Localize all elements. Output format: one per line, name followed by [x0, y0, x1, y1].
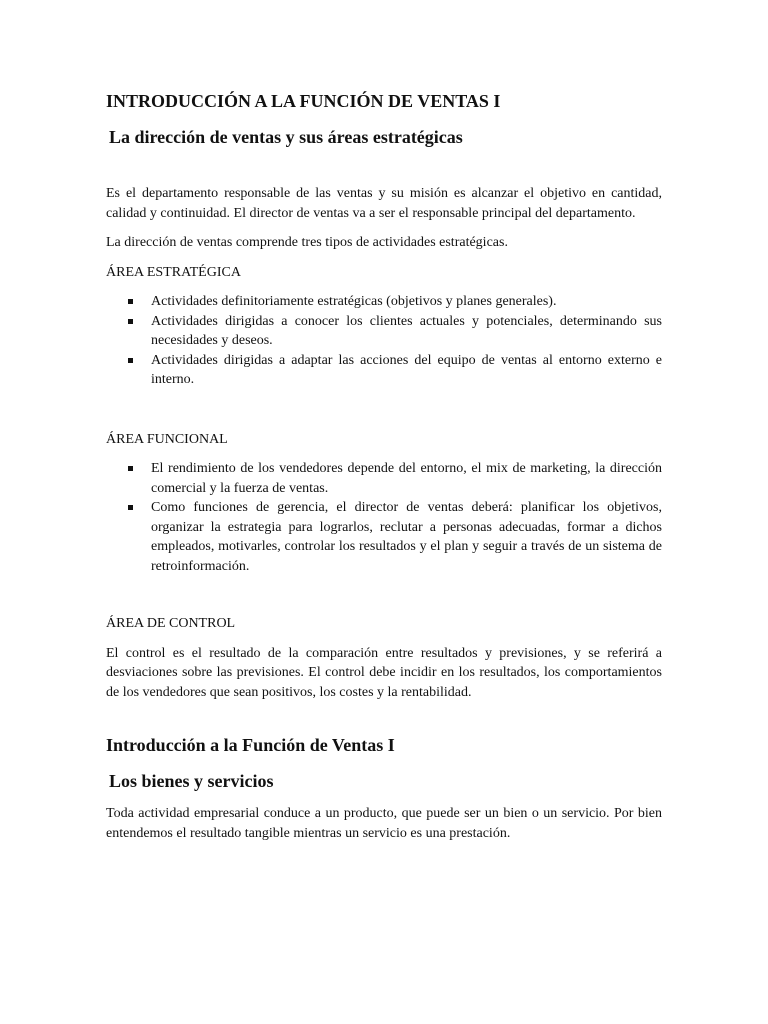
area-control-heading: ÁREA DE CONTROL	[106, 616, 236, 631]
section1-title: INTRODUCCIÓN A LA FUNCIÓN DE VENTAS I	[106, 91, 501, 111]
section2-paragraph: Toda actividad empresarial conduce a un producto, que puede ser un bien o un servicio. Por bien entendemos el resultado tangible mientras un servicio es una prestación.	[106, 806, 662, 841]
section2-title: Introducción a la Función de Ventas I	[106, 735, 395, 755]
list-item: Actividades definitoriamente estratégicas (objetivos y planes generales).	[106, 292, 662, 312]
intro-line: La dirección de ventas comprende tres tipos de actividades estratégicas.	[106, 235, 508, 250]
list-item: Actividades dirigidas a adaptar las acciones del equipo de ventas al entorno externo e interno.	[106, 351, 662, 390]
area-control-paragraph: El control es el resultado de la comparación entre resultados y previsiones, y se referirá a desviaciones sobre las previsiones. El control debe incidir en los resultados, los comportamientos de los vendedores que sean positivos, los costes y la rentabilidad.	[106, 645, 662, 700]
bullet-square-icon	[128, 466, 133, 471]
section1-subtitle: La dirección de ventas y sus áreas estratégicas	[109, 127, 463, 147]
bullet-square-icon	[128, 358, 133, 363]
area-funcional-heading: ÁREA FUNCIONAL	[106, 431, 228, 447]
bullet-square-icon	[128, 505, 133, 510]
area-funcional-list	[106, 459, 662, 576]
section2-subtitle: Los bienes y servicios	[109, 771, 274, 791]
area-estrategica-list	[106, 292, 662, 390]
list-item: El rendimiento de los vendedores depende del entorno, el mix de marketing, la dirección comercial y la fuerza de ventas.	[106, 459, 662, 498]
bullet-square-icon	[128, 319, 133, 324]
list-item: Actividades dirigidas a conocer los clientes actuales y potenciales, determinando sus necesidades y deseos.	[106, 312, 662, 351]
document-page	[106, 88, 662, 843]
area-estrategica-heading: ÁREA ESTRATÉGICA	[106, 264, 241, 280]
bullet-square-icon	[128, 299, 133, 304]
list-item: Como funciones de gerencia, el director de ventas deberá: planificar los objetivos, organizar la estrategia para lograrlos, reclutar a personas adecuadas, formar a dichos empleados, motivarles, controlar los resultados y el plan y seguir a través de un sistema de retroinformación.	[106, 498, 662, 576]
intro-paragraph: Es el departamento responsable de las ventas y su misión es alcanzar el objetivo en cantidad, calidad y continuidad. El director de ventas va a ser el responsable principal del departamento.	[106, 186, 662, 221]
